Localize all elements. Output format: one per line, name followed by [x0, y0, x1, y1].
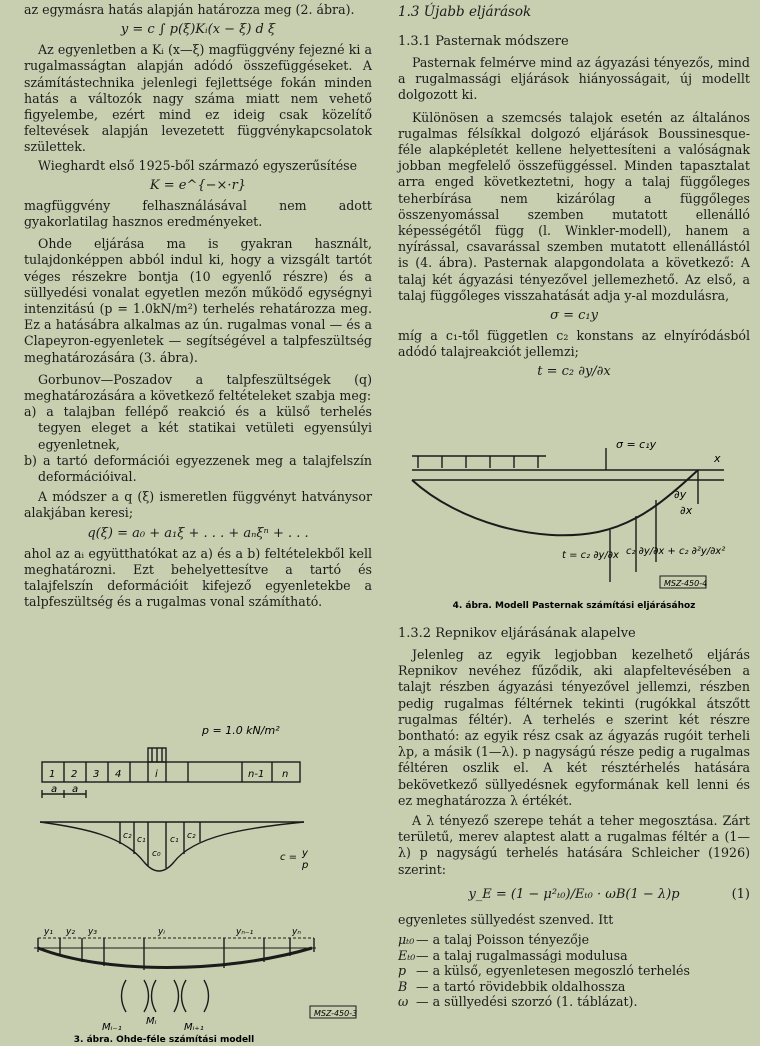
symbol: μₜ₀ — [398, 932, 415, 948]
definition: — a külső, egyenletesen megoszló terhelés — [416, 963, 690, 979]
paragraph: Különösen a szemcsés talajok esetén az általános rugalmas félsíkkal dolgozó eljárások Boussinesque-féle alapképletét kellene helyettesíteni a valóságnak jobban megfelelő összefüggéssel. Minden tapasztalat arra enged következtetni, hogy a talaj függőleges teherbírása nem kizárólag a függőleges összenyomással szemben mutatott ellenálló képességétől függ (l. Winkler-modell), hanem a nyírással, csavarással szemben mutatott ellenállástól is (4. ábra). Pasternak alapgondolata a következő: A talaj két ágyazási tényezővel jellemezhető. Az első, a talaj függőleges visszahatását adja y-al mozdulásra, — [398, 109, 750, 303]
equation-body: y_E = (1 − μ²ₜ₀)/Eₜ₀ · ωB(1 − λ)p — [468, 886, 680, 902]
left-column — [24, 0, 372, 611]
c-eq-num: y — [302, 848, 308, 859]
c-eq: c = — [280, 852, 298, 863]
c-label: c₂ — [123, 831, 132, 841]
y-label: yᵢ — [158, 927, 165, 937]
t-label: t = c₂ ∂y/∂x — [562, 550, 619, 561]
c-label: c₁ — [137, 835, 146, 845]
paragraph: míg a c₁-től független c₂ konstans az elnyíródásból adódó talajreakciót jellemzi; — [398, 328, 750, 360]
right-column — [398, 0, 750, 384]
y-label: y₃ — [88, 927, 97, 937]
definition: — a süllyedési szorzó (1. táblázat). — [416, 994, 638, 1010]
paragraph: egyenletes süllyedést szenved. Itt — [398, 911, 614, 927]
equation-sigma: σ = c₁y — [550, 308, 598, 324]
cell-label: n — [282, 769, 289, 780]
definition: — a tartó rövidebbik oldalhossza — [416, 978, 626, 994]
symbol: Eₜ₀ — [398, 947, 416, 963]
cell-label: i — [155, 769, 158, 780]
paragraph: Pasternak felmérve mind az ágyazási tényezős, mind a rugalmassági eljárások hiányosságait, új modellt dolgozott ki. — [398, 55, 750, 103]
definition-row — [398, 963, 750, 979]
y-label: y₁ — [44, 927, 53, 937]
dx-label: ∂x — [680, 504, 693, 517]
dim-a: a — [72, 784, 79, 795]
paragraph: Gorbunov—Poszadov a talpfeszültségek (q) meghatározására a következő feltételeket szabja meg: — [24, 371, 372, 404]
figure-stamp: MSZ-450-3 — [314, 1009, 358, 1018]
definition-row — [398, 932, 750, 948]
figure-4-caption: 4. ábra. Modell Pasternak számítási eljárásához — [452, 601, 696, 611]
symbol-definitions — [398, 932, 750, 1010]
figure-3-ohde-model — [24, 712, 372, 1046]
moment-label: Mᵢ₊₁ — [184, 1022, 204, 1033]
dim-a: a — [51, 784, 58, 795]
cell-label: n-1 — [248, 769, 265, 780]
paragraph: Ohde eljárása ma is gyakran használt, tulajdonképpen abból indul ki, hogy a vizsgált tartót véges részekre bontja (10 egyenlő részre) és a süllyedési vonalat egyetlen mezőn működő egységnyi intenzitású (p = 1.0kN/m²) terhelés rehatározza meg. Ez a hatásábra alkalmas az ún. rugalmas vonal — és a Clapeyron-egyenletek — segítségével a talpfeszültség meghatározására (3. ábra). — [24, 236, 372, 365]
cell-label: 2 — [71, 769, 78, 780]
definition-row — [398, 979, 750, 995]
symbol: p — [398, 963, 407, 979]
paragraph: A módszer a q (ξ) ismeretlen függvényt hatványsor alakjában keresi; — [24, 489, 372, 521]
paragraph: Wieghardt első 1925-ből származó egyszerűsítése — [38, 157, 358, 173]
moment-label: Mᵢ — [146, 1016, 157, 1027]
load-label: p = 1.0 kN/m² — [202, 724, 280, 737]
figure-4-pasternak-model — [398, 432, 750, 612]
figure-stamp: MSZ-450-4 — [664, 579, 708, 588]
symbol: ω — [398, 994, 409, 1010]
y-label: y₂ — [66, 927, 75, 937]
figure-3-caption: 3. ábra. Ohde-féle számítási modell — [73, 1035, 255, 1045]
equation-3: q(ξ) = a₀ + a₁ξ + . . . + aₙξⁿ + . . . — [87, 525, 309, 541]
y-label: yₙ₋₁ — [236, 927, 254, 937]
symbol: B — [398, 978, 408, 994]
y-label: yₙ — [292, 927, 301, 937]
cell-labels — [49, 769, 288, 780]
paragraph: Jelenleg az egyik legjobban kezelhető eljárás Repnikov nevéhez fűződik, aki alapfeltevésében a talajt részben ágyazási tényezővel jellemzi, részben pedig rugalmas féltérnek tekinti (rugókkal átszőtt rugalmas féltér). A terhelés e szerint két részre bontható: az egyik rész csak az ágyazás rugóit terheli λp, a másik (1—λ). p nagyságú része pedig a rugalmas féltéren oszlik el. A két résztérhelés hatására bekövetkező süllyedésnek egyformának kell lenni és ez meghatározza λ értékét. — [398, 647, 750, 808]
cell-label: 3 — [93, 769, 100, 780]
paragraph: A λ tényező szerepe tehát a teher megosztása. Zárt területű, merev alaptest alatt a rugalmas féltér a (1—λ) p nagyságú terhelés hatására Schleicher (1926) szerint: — [398, 813, 750, 877]
equation-1: y = c ∫ p(ξ)Kᵢ(x − ξ) d ξ — [120, 22, 276, 38]
moment-label: Mᵢ₋₁ — [102, 1022, 122, 1033]
definition: — a talaj rugalmassági modulusa — [416, 947, 628, 963]
paragraph: Az egyenletben a Kᵢ (x—ξ) magfüggvény fejezné ki a rugalmasságtan alapján adódó összefüggéseket. A számítástechnika jelenlegi fejlettsége fokán minden hatás a változók nagy száma miatt nem vehető figyelembe, ezért mind ez ideig csak közelítő feltevések alapján levezetett függvénykapcsolatok születtek. — [24, 42, 372, 155]
equation-t: t = c₂ ∂y/∂x — [537, 364, 611, 380]
paragraph: magfüggvény felhasználásával nem adott gyakorlatilag hasznos eredményeket. — [24, 197, 372, 230]
paragraph: ahol az aᵢ együtthatókat az a) és a b) feltételekből kell meghatározni. Ezt behelyettesítve a tartó és talajfelszín deformációit kifejező egyenletekbe a talpfeszültség és a rugalmas vonal számítható. — [24, 545, 372, 610]
definition-row — [398, 994, 750, 1010]
c-label: c₂ — [187, 831, 196, 841]
cell-label: 1 — [49, 769, 56, 780]
x-axis-label: x — [714, 452, 721, 465]
section-heading: 1.3 Újabb eljárások — [398, 4, 532, 20]
equation-number: (1) — [731, 886, 750, 902]
subsection-heading: 1.3.1 Pasternak módszere — [398, 34, 569, 49]
list-item: a) a talajban fellépő reakció és a külső terhelés tegyen eleget a két statikai vetületi egyensúlyi egyenletnek, — [24, 404, 372, 452]
c-label: c₁ — [170, 835, 179, 845]
list-item: b) a tartó deformációi egyezzenek meg a talajfelszín deformációival. — [24, 452, 372, 485]
paragraph: az egymásra hatás alapján határozza meg (2. ábra). — [24, 2, 355, 17]
right-column-lower — [398, 626, 750, 1010]
equation-2: K = e^{−×·r} — [149, 177, 247, 193]
definition: — a talaj Poisson tényezője — [416, 932, 590, 948]
cell-label: 4 — [115, 769, 122, 780]
dy-label: ∂y — [674, 488, 687, 501]
equation-1-schleicher — [398, 886, 750, 904]
c2-label: c₂ ∂y/∂x + c₂ ∂²y/∂x² — [626, 546, 726, 557]
c-label: c₀ — [152, 849, 161, 859]
subsection-heading: 1.3.2 Repnikov eljárásának alapelve — [398, 626, 636, 641]
c-eq-den: p — [302, 860, 309, 871]
definition-row — [398, 948, 750, 964]
sigma-label: σ = c₁y — [616, 438, 657, 451]
